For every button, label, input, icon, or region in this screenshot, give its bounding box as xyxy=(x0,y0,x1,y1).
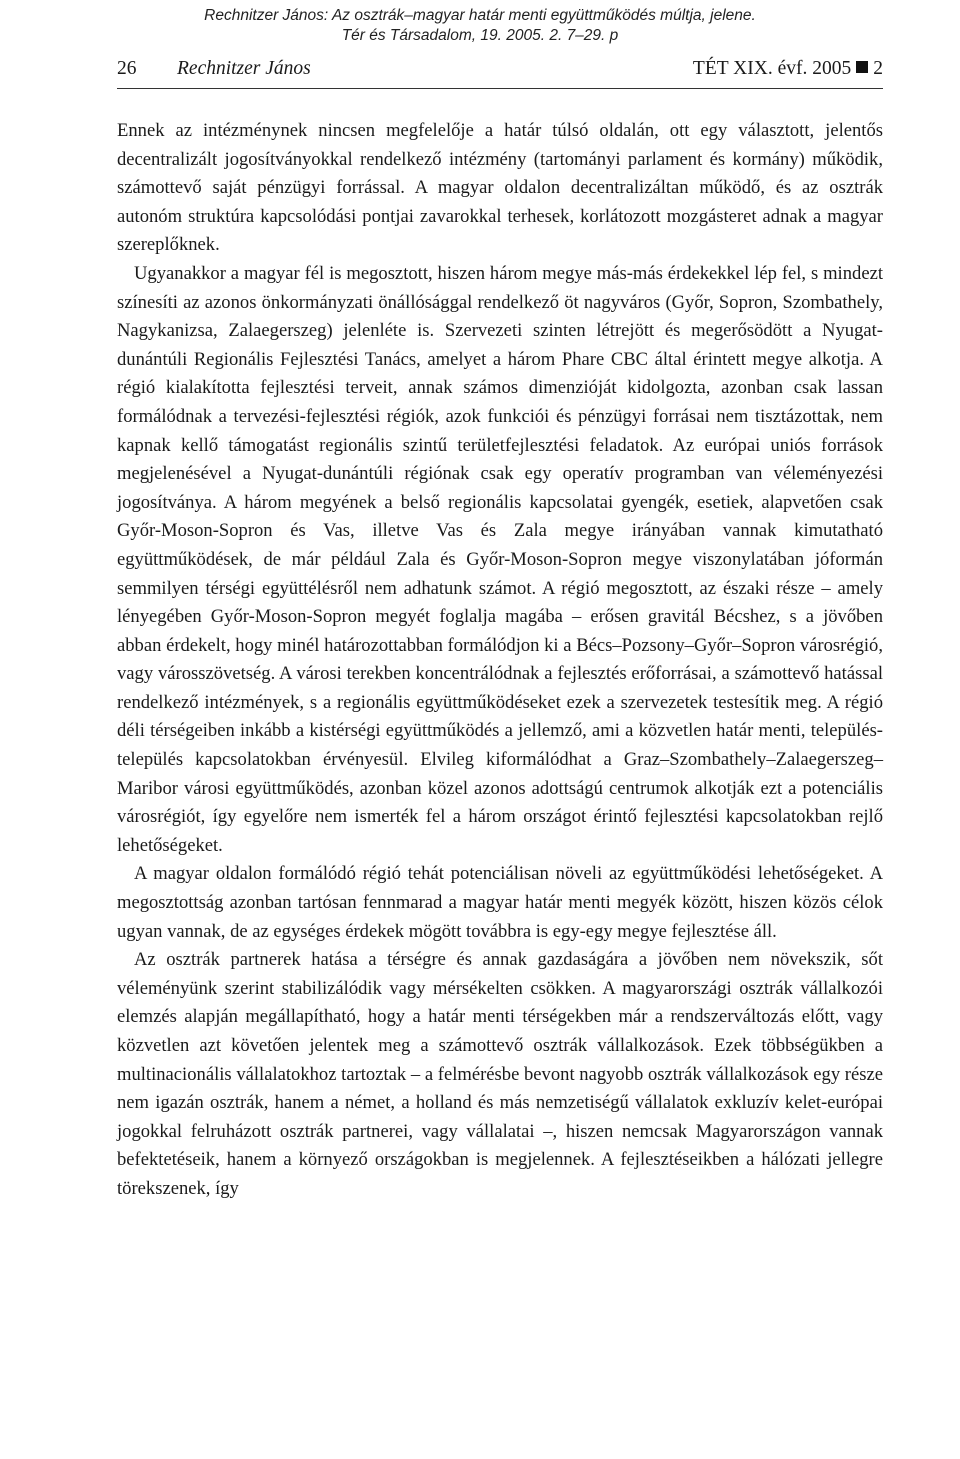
paragraph: Az osztrák partnerek hatása a térségre és annak gazdaságára a jövőben nem növekszik, sőt véleményünk szerint stabilizálódik vagy mérsékelten csökken. A magyarországi osztrák vállalkozói elemzés alapján megállapítható, hogy a határ menti térségekben már a rendszerváltozás előtt, vagy közvetlen azt követően jelentek meg a számottevő osztrák vállalkozások. Ezek többségükben a multinacionális vállalatokhoz tartoztak – a felmérésbe bevont nagyobb osztrák vállalkozások egy része nem igazán osztrák, hanem a német, a holland és más nemzetiségű vállalatok exkluzív kelet-európai jogokkal felruházott osztrák partnerei, vagy vállalatai –, hiszen nemcsak Magyarországon vannak befektetéseik, hanem a környező országokban is megjelennek. A fejlesztéseikben a hálózati jellegre törekszenek, így xyxy=(117,949,883,1199)
square-bullet-icon xyxy=(856,61,868,73)
paragraph: Ugyanakkor a magyar fél is megosztott, hiszen három megye más-más érdekekkel lép fel, s mindezt színesíti az azonos önkormányzati önállósággal rendelkező öt nagyváros (Győr, Sopron, Szombathely, Nagykanizsa, Zalaegerszeg) jelenléte is. Szervezeti szinten létrejött és megerősödött a Nyugat-dunántúli Regionális Fejlesztési Tanács, amelyet a három Phare CBC által érintett megye alkotja. A régió kialakította fejlesztési terveit, annak számos dimenzióját kidolgozta, azonban csak lassan formálódnak a tervezési-fejlesztési régiók, azok funkciói és pénzügyi forrásai nem tisztázottak, nem kapnak kellő támogatást regionális szintű területfejlesztési feladatok. Az európai uniós források megjelenésével a Nyugat-dunántúli régiónak csak egy operatív programban van véleményezési jogosítványa. A három megyének a belső regionális kapcsolatai gyengék, esetiek, alapvetően csak Győr-Moson-Sopron és Vas, illetve Vas és Zala megye irányában vannak kimutatható együttműködések, de már például Zala és Győr-Moson-Sopron megye viszonylatában jóformán semmilyen térségi együttélésről nem adhatunk számot. A régió megosztott, az északi része – amely lényegében Győr-Moson-Sopron megyét foglalja magába – erősen gravitál Bécshez, s a jövőben abban érdekelt, hogy minél határozottabban formálódjon ki a Bécs–Pozsony–Győr–Sopron városrégió, vagy városszövetség. A városi terekben koncentrálódnak a fejlesztés erőforrásai, a számottevő hatással rendelkező intézmények, s a regionális együttműködéseket ezek a szervezetek testesítik meg. A régió déli térségeiben inkább a kistérségi együttműködés a jellemző, ami a közvetlen határ menti, település-település kapcsolatokban érvényesül. Elvileg kiformálódhat a Graz–Szombathely–Zalaegerszeg–Maribor városi együttműködés, azonban közel azonos adottságú centrumok alkotják ezt a potenciális városrégiót, így egyelőre nem ismerték fel a három országot érintő fejlesztési kapcsolatokban rejlő lehetőségeket. xyxy=(117,262,883,856)
citation-line-1: Rechnitzer János: Az osztrák–magyar határ menti együttműködés múltja, jelene. xyxy=(204,7,756,24)
paragraph: A magyar oldalon formálódó régió tehát potenciálisan növeli az együttműködési lehetőségeket. A megosztottság azonban tartósan fennmarad a magyar határ menti megyék között, hiszen közös célok ugyan vannak, de az egységes érdekek mögött továbbra is egy-egy megye fejlesztése áll. xyxy=(117,863,883,942)
running-head xyxy=(117,58,883,89)
issue-number: 2 xyxy=(873,58,883,79)
paragraph: Ennek az intézménynek nincsen megfelelője a határ túlsó oldalán, ott egy választott, jelentős decentralizált jogosítványokkal rendelkező intézmény (tartományi parlament és kormány) működik, számottevő saját pénzügyi forrással. A magyar oldalon decentralizáltan működő, és az osztrák autonóm struktúra kapcsolódási pontjai zavarokkal terhesek, korlátozott mozgásteret adnak a magyar szereplőknek. xyxy=(117,120,883,256)
citation-header xyxy=(0,6,960,46)
journal-volume: TÉT XIX. évf. 2005 xyxy=(692,58,852,79)
body-text xyxy=(117,117,883,1204)
running-head-author: Rechnitzer János xyxy=(177,58,311,79)
running-head-journal xyxy=(693,58,883,80)
citation-line-2: Tér és Társadalom, 19. 2005. 2. 7–29. p xyxy=(341,27,619,44)
page-number: 26 xyxy=(117,58,137,79)
